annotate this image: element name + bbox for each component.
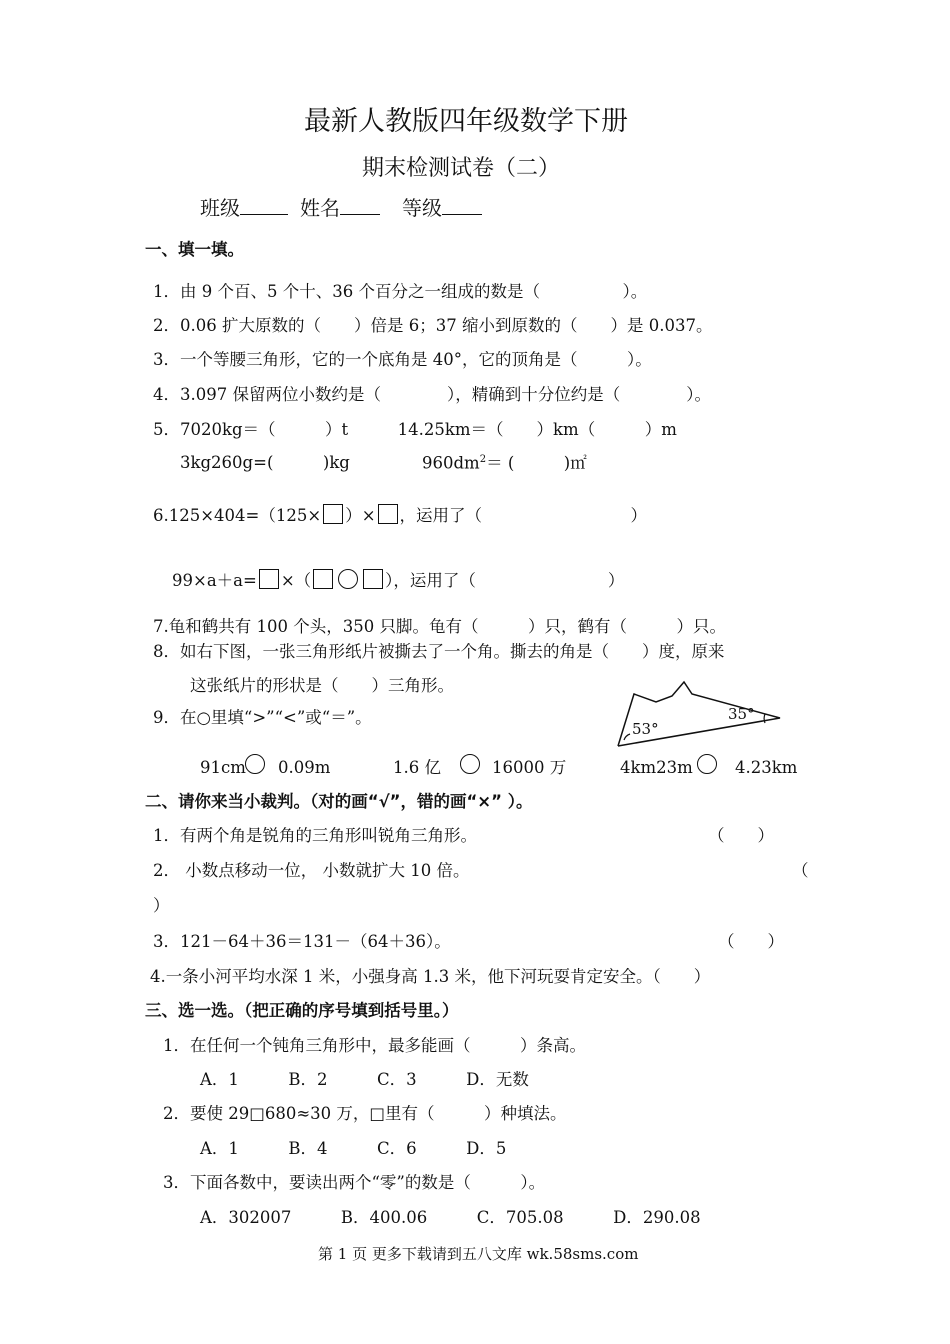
s3-q3-options[interactable]: A．302007 B．400.06 C．705.08 D．290.08 xyxy=(200,1208,701,1227)
s2-question-4: 4.一条小河平均水深 1 米，小强身高 1.3 米，他下河玩耍肯定安全。（ ） xyxy=(150,967,711,986)
name-label: 姓名 xyxy=(300,196,340,220)
grade-blank[interactable] xyxy=(442,198,482,215)
grade-label: 等级 xyxy=(402,196,442,220)
q6a-text-1: 6.125×404=（125× xyxy=(153,506,322,525)
m2-conversion: ＝ ( )㎡ xyxy=(486,453,587,473)
torn-triangle-figure xyxy=(610,676,790,752)
q6a-text-2: ）× xyxy=(345,506,376,525)
s1-question-5a: 5．7020kg＝（ ）t 14.25km＝（ ）km（ ）m xyxy=(153,420,677,439)
compare-circle-3[interactable] xyxy=(697,754,717,774)
angle-label-35: 35° xyxy=(728,705,755,723)
answer-box[interactable] xyxy=(378,504,398,524)
s1-question-3: 3．一个等腰三角形，它的一个底角是 40°，它的顶角是（ ）。 xyxy=(153,350,652,369)
section2-heading: 二、请你来当小裁判。（对的画“√”，错的画“×” ）。 xyxy=(145,792,533,811)
compare-2-left: 1.6 亿 xyxy=(393,758,441,777)
q6b-text-3: ），运用了（ ） xyxy=(385,571,625,590)
compare-3-right: 4.23km xyxy=(735,758,798,777)
page-footer: 第 1 页 更多下载请到五八文库 wk.58sms.com xyxy=(318,1245,639,1263)
s1-question-2: 2．0.06 扩大原数的（ ）倍是 6；37 缩小到原数的（ ）是 0.037。 xyxy=(153,316,713,335)
name-blank[interactable] xyxy=(340,198,380,215)
s1-question-5b-right xyxy=(422,455,587,472)
s3-question-3: 3．下面各数中，要读出两个“零”的数是（ ）。 xyxy=(163,1173,546,1192)
s1-question-6b xyxy=(172,569,624,590)
compare-3-left: 4km23m xyxy=(620,758,693,777)
s1-question-6a xyxy=(153,504,647,525)
s2-q3-paren[interactable]: （ ） xyxy=(718,932,784,951)
compare-1-right: 0.09m xyxy=(278,758,331,777)
angle-arc-53 xyxy=(624,734,630,740)
class-label: 班级 xyxy=(200,196,240,220)
angle-arc-35 xyxy=(764,714,765,723)
answer-box[interactable] xyxy=(313,569,333,589)
compare-circle-2[interactable] xyxy=(460,754,480,774)
page-subtitle: 期末检测试卷（二） xyxy=(362,156,561,181)
s1-question-9: 9．在○里填“>”“<”或“＝”。 xyxy=(153,708,372,727)
s2-question-1: 1．有两个角是锐角的三角形叫锐角三角形。 xyxy=(153,826,477,845)
compare-2-right: 16000 万 xyxy=(492,758,567,777)
page-title: 最新人教版四年级数学下册 xyxy=(304,106,628,137)
s2-q1-paren[interactable]: （ ） xyxy=(708,826,774,845)
s3-question-1: 1．在任何一个钝角三角形中，最多能画（ ）条高。 xyxy=(163,1036,586,1055)
operator-circle[interactable] xyxy=(338,569,358,589)
s2-question-3: 3．121－64＋36＝131－（64＋36）。 xyxy=(153,932,451,951)
angle-label-53: 53° xyxy=(632,720,659,738)
s2-question-2: 2． 小数点移动一位， 小数就扩大 10 倍。 xyxy=(153,861,470,880)
dm-value: 960dm xyxy=(422,453,480,473)
s1-question-8b: 这张纸片的形状是（ ）三角形。 xyxy=(190,676,454,695)
s1-question-5b-left: 3kg260g=( )kg xyxy=(180,453,350,472)
q6a-text-3: ，运用了（ ） xyxy=(399,506,648,525)
q6b-text-2: ×（ xyxy=(280,571,312,590)
answer-box[interactable] xyxy=(323,504,343,524)
class-blank[interactable] xyxy=(240,198,288,215)
section1-heading: 一、填一填。 xyxy=(145,240,244,259)
section3-heading: 三、选一选。（把正确的序号填到括号里。） xyxy=(145,1001,459,1020)
student-info-row xyxy=(200,198,482,218)
s2-q2-paren-close[interactable]: ） xyxy=(153,896,170,915)
compare-1-left: 91cm xyxy=(200,758,246,777)
dm-exponent: 2 xyxy=(479,454,487,465)
answer-box[interactable] xyxy=(259,569,279,589)
compare-circle-1[interactable] xyxy=(245,754,265,774)
s2-q2-paren-open[interactable]: （ xyxy=(792,861,809,880)
s1-question-4: 4．3.097 保留两位小数约是（ ），精确到十分位约是（ ）。 xyxy=(153,385,711,404)
s3-q2-options[interactable]: A．1 B．4 C．6 D．5 xyxy=(200,1139,507,1158)
s1-question-8a: 8．如右下图，一张三角形纸片被撕去了一个角。撕去的角是（ ）度，原来 xyxy=(153,642,725,661)
q6b-text-1: 99×a＋a= xyxy=(172,571,257,590)
s1-question-1: 1．由 9 个百、5 个十、36 个百分之一组成的数是（ ）。 xyxy=(153,282,648,301)
s3-q1-options[interactable]: A．1 B．2 C．3 D．无数 xyxy=(200,1070,529,1089)
s3-question-2: 2．要使 29□680≈30 万，□里有（ ）种填法。 xyxy=(163,1104,567,1123)
answer-box[interactable] xyxy=(363,569,383,589)
s1-question-7: 7.龟和鹤共有 100 个头，350 只脚。龟有（ ）只，鹤有（ ）只。 xyxy=(153,617,726,636)
